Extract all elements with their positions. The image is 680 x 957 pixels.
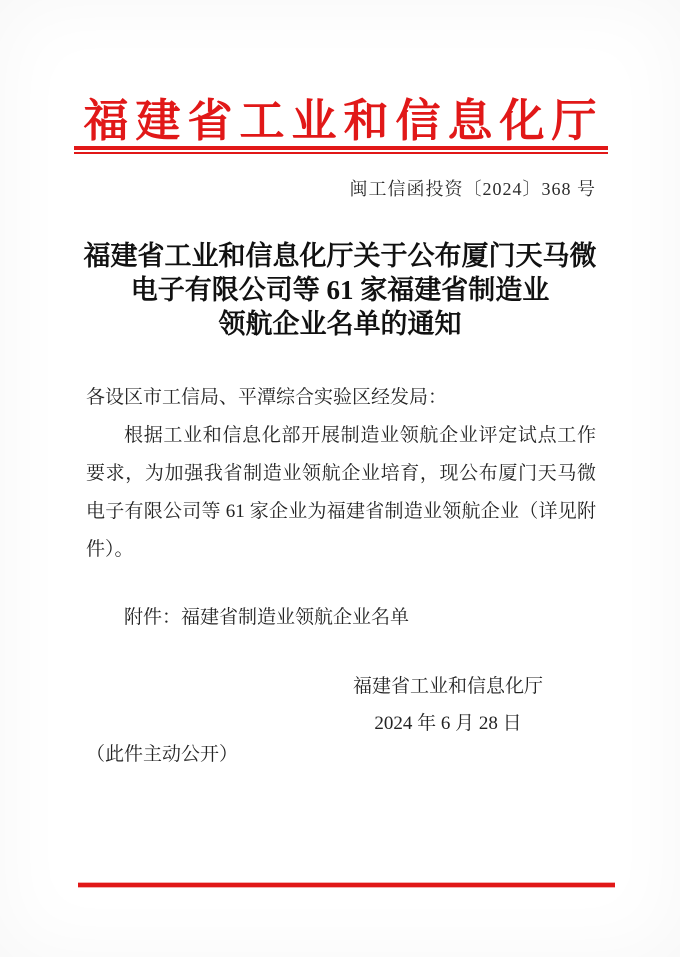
signature-agency-name: 福建省工业和信息化厅 [352, 676, 543, 697]
attachment-line: 附件：福建省制造业领航企业名单 [124, 607, 410, 628]
letterhead-divider [74, 146, 608, 154]
document-body [86, 379, 596, 637]
main-paragraph: 根据工业和信息化部开展制造业领航企业评定试点工作要求，为加强我省制造业领航企业培育，现公布厦门天马微电子有限公司等 61 家企业为福建省制造业领航企业（详见附件）。 [86, 425, 596, 560]
document-title-line-2: 电子有限公司等 61 家福建省制造业 [130, 275, 550, 305]
salutation-line: 各设区市工信局、平潭综合实验区经发局： [86, 387, 448, 408]
document-title-line-1: 福建省工业和信息化厅关于公布厦门天马微 [83, 241, 597, 271]
footer-divider [78, 883, 615, 887]
document-title [40, 239, 640, 341]
document-title-line-3: 领航企业名单的通知 [218, 309, 462, 339]
public-disclosure-note: （此件主动公开） [86, 744, 239, 765]
letterhead-agency-title: 福建省工业和信息化厅 [83, 96, 604, 146]
letterhead-divider-thin-line [74, 152, 608, 154]
signature-date: 2024 年 6 月 28 日 [374, 713, 522, 734]
letterhead-divider-thick-line [74, 146, 608, 150]
document-reference-number: 闽工信函投资〔2024〕368 号 [349, 179, 596, 199]
signature-block [348, 668, 548, 742]
